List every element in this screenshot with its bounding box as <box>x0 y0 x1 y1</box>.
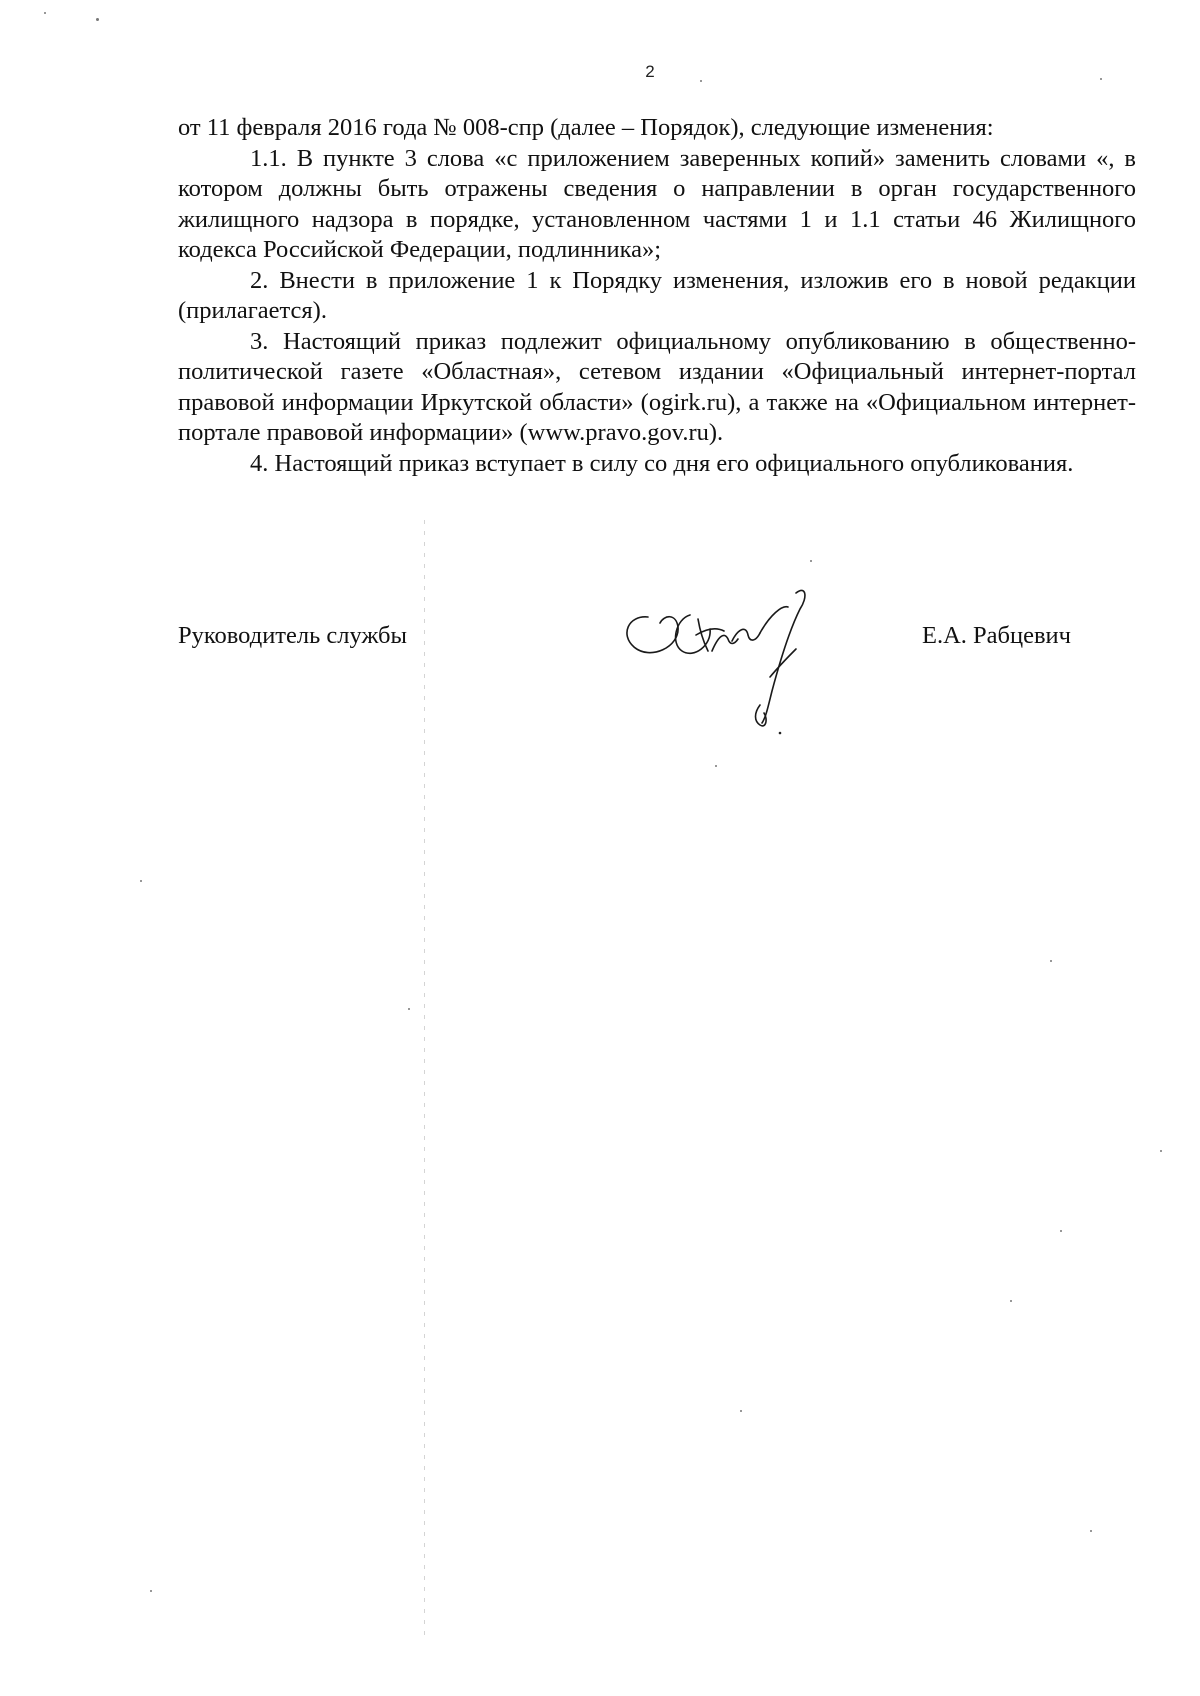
scan-speck <box>700 80 702 82</box>
scan-speck <box>140 880 142 882</box>
paragraph-item-3: 3. Настоящий приказ подлежит официальному опубликованию в общественно-политической газете «Областная», сетевом издании «Официальный интернет-портал правовой информации Иркутской области» (ogirk.ru), а также на «Официальном интернет-портале правовой информации» (www.pravo.gov.ru). <box>178 327 1136 446</box>
scan-speck <box>715 765 717 767</box>
scan-fold-line <box>424 520 425 1640</box>
paragraph-continuation: от 11 февраля 2016 года № 008-спр (далее – Порядок), следующие изменения: <box>178 114 994 141</box>
paragraph-item-4: 4. Настоящий приказ вступает в силу со дня его официального опубликования. <box>250 449 1074 477</box>
scan-speck <box>740 1410 742 1412</box>
page-number: 2 <box>645 62 655 81</box>
signatory-name: Е.А. Рабцевич <box>922 622 1071 649</box>
scan-speck <box>96 18 99 21</box>
scan-speck <box>1010 1300 1012 1302</box>
scan-speck <box>150 1590 152 1592</box>
scan-speck <box>1160 1150 1162 1152</box>
paragraph-item-1-1: 1.1. В пункте 3 слова «с приложением заверенных копий» заменить словами «, в котором должны быть отражены сведения о направлении в орган государственного жилищного надзора в порядке, установленном частями 1 и 1.1 статьи 46 Жилищного кодекса Российской Федерации, подлинника»; <box>178 144 1136 263</box>
paragraph-item-2: 2. Внести в приложение 1 к Порядку изменения, изложив его в новой редакции (прилагается). <box>178 266 1136 324</box>
scan-speck <box>1100 78 1102 80</box>
signatory-position: Руководитель службы <box>178 622 407 649</box>
scan-speck <box>1060 1230 1062 1232</box>
scan-speck <box>1090 1530 1092 1532</box>
handwritten-signature <box>620 585 850 745</box>
scan-speck <box>1050 960 1052 962</box>
scan-speck <box>408 1008 410 1010</box>
scan-speck <box>44 12 46 14</box>
document-body <box>178 113 1136 479</box>
scan-speck <box>810 560 812 562</box>
